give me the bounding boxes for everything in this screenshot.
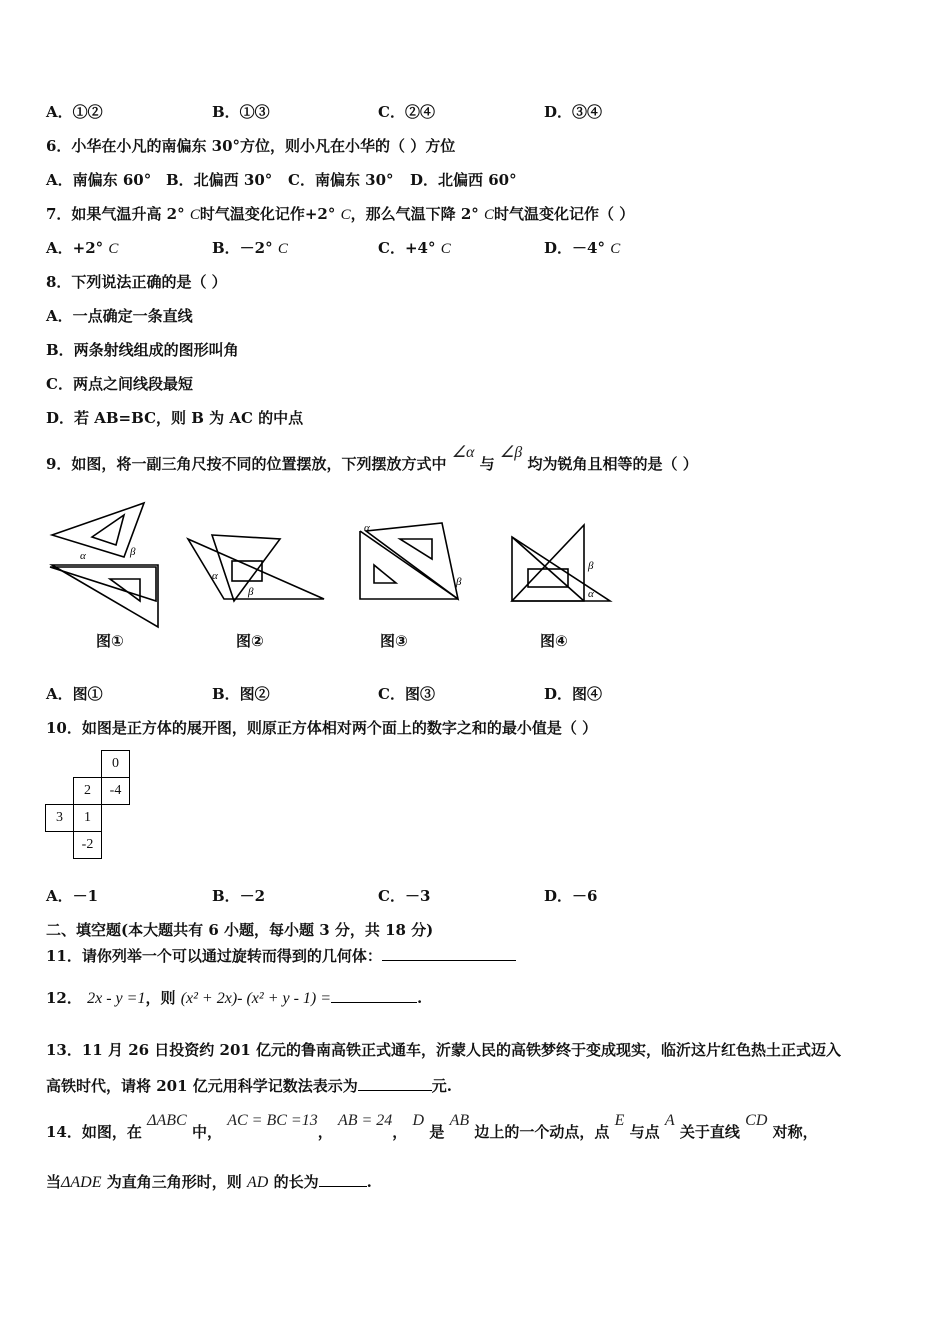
text-fragment: C <box>610 241 621 257</box>
fig2-inner-rect <box>232 561 262 581</box>
q9-option-b: B．图② <box>212 685 270 703</box>
q10-option-a: A．－1 <box>46 887 99 905</box>
q10-option-b: B．－2 <box>212 887 266 905</box>
text-fragment: AB = 24 <box>337 1112 393 1129</box>
net-cell: -4 <box>102 778 130 805</box>
q11-text: 11．请你列举一个可以通过旋转而得到的几何体： <box>46 947 382 965</box>
text-fragment: 14．如图，在 <box>46 1123 142 1141</box>
q7-stem-part: 时气温变化记作（ ） <box>494 205 635 223</box>
text-fragment: A <box>664 1112 675 1129</box>
q7-option-b <box>212 238 288 259</box>
text-fragment: ， <box>392 1123 408 1141</box>
net-cell: 3 <box>46 805 74 832</box>
q9-stem-part: 与 <box>479 455 495 473</box>
q13-end: 元. <box>431 1077 452 1095</box>
net-cell: 2 <box>74 778 102 805</box>
q7-stem-part: ，那么气温下降 2° <box>350 205 479 223</box>
text-fragment: 为直角三角形时，则 <box>106 1173 242 1191</box>
net-cell: -2 <box>74 832 102 859</box>
q6-option-b: B．北偏西 30° <box>166 171 273 189</box>
q10-option-d: D．－6 <box>544 887 598 905</box>
fig4-beta: β <box>588 560 594 572</box>
net-cell: 1 <box>74 805 102 832</box>
text-fragment: C <box>108 241 119 257</box>
text-fragment: C．+4° <box>378 239 436 257</box>
q14-blank <box>319 1172 367 1187</box>
q5-option-a: A．①② <box>46 103 103 121</box>
angle-beta: ∠β <box>499 444 523 461</box>
fig3-beta: β <box>456 576 462 588</box>
fig2-alpha: α <box>212 570 218 582</box>
text-fragment: AB <box>449 1112 470 1129</box>
fig3-inner-b <box>374 565 396 583</box>
fig2-triangle-b <box>212 535 280 601</box>
q7-option-c <box>378 238 451 259</box>
text-fragment: 关于直线 <box>679 1123 740 1141</box>
section-2-heading: 二、填空题(本大题共有 6 小题，每小题 3 分，共 18 分) <box>46 921 434 939</box>
text-fragment: ΔABC <box>147 1112 187 1129</box>
q12-num: 12． <box>46 989 82 1007</box>
q7-option-a <box>46 238 118 259</box>
q10-option-c: C．－3 <box>378 887 431 905</box>
q7-stem-part: 7．如果气温升高 2° <box>46 205 185 223</box>
text-fragment: C <box>440 241 451 257</box>
text-fragment: B．－2° <box>212 239 273 257</box>
q6-option-a: A．南偏东 60° <box>46 171 152 189</box>
text-fragment: 的长为 <box>273 1173 319 1191</box>
q8-option-c: C．两点之间线段最短 <box>46 375 193 393</box>
q9-option-d: D．图④ <box>544 685 603 703</box>
fig1-beta: β <box>130 546 136 558</box>
q11 <box>46 946 516 966</box>
q12-condition: 2x - y =1 <box>87 990 146 1007</box>
q13-line1: 13．11 月 26 日投资约 201 亿元的鲁南高铁正式通车，沂蒙人民的高铁梦终于变成现实，临沂这片红色热土正式迈入 <box>46 1041 842 1059</box>
q7-option-d <box>544 238 620 259</box>
q9-stem <box>46 444 698 475</box>
text-fragment: AC = BC =13 <box>227 1112 318 1129</box>
angle-alpha: ∠α <box>451 444 475 461</box>
q6-option-c: C．南偏东 30° <box>288 171 394 189</box>
text-fragment: ΔADE <box>61 1174 102 1191</box>
text-fragment: 当 <box>46 1173 62 1191</box>
q7-unit: C <box>189 207 200 223</box>
q14-line2 <box>46 1172 372 1193</box>
fig2-triangle-a <box>188 539 324 599</box>
fig3-caption: 图③ <box>380 632 408 650</box>
q13-text: 高铁时代，请将 201 亿元用科学记数法表示为 <box>46 1077 358 1095</box>
fig3-triangle-b <box>366 523 458 599</box>
q8-option-a: A．一点确定一条直线 <box>46 307 193 325</box>
q9-stem-part: 均为锐角且相等的是（ ） <box>527 455 698 473</box>
text-fragment: 是 <box>429 1123 445 1141</box>
q6-stem: 6．小华在小凡的南偏东 30°方位，则小凡在小华的（ ）方位 <box>46 137 456 155</box>
fig4-triangle-b <box>512 525 584 601</box>
q12-blank <box>331 988 417 1003</box>
q12-then: ，则 <box>145 989 176 1007</box>
text-fragment: 与点 <box>629 1123 660 1141</box>
fig1-triangle-bottom-inner <box>110 579 140 601</box>
fig2-caption: 图② <box>236 632 264 650</box>
q6-option-d: D．北偏西 60° <box>410 171 517 189</box>
q9-stem-part: 9．如图，将一副三角尺按不同的位置摆放，下列摆放方式中 <box>46 455 447 473</box>
fig3-inner-a <box>400 539 432 559</box>
text-fragment: D．－4° <box>544 239 605 257</box>
q7-stem <box>46 204 634 225</box>
fig4-caption: 图④ <box>540 632 568 650</box>
q5-option-d: D．③④ <box>544 103 603 121</box>
fig1-caption: 图① <box>96 632 124 650</box>
q8-option-d: D．若 AB=BC，则 B 为 AC 的中点 <box>46 409 304 427</box>
q7-stem-part: 时气温变化记作+2° <box>199 205 336 223</box>
q11-blank <box>382 946 516 961</box>
text-fragment: E <box>614 1112 625 1129</box>
text-fragment: CD <box>745 1112 768 1129</box>
q12 <box>46 988 422 1009</box>
q7-unit: C <box>340 207 351 223</box>
q5-option-c: C．②④ <box>378 103 435 121</box>
cube-net <box>45 750 130 859</box>
q9-option-c: C．图③ <box>378 685 435 703</box>
q7-unit: C <box>484 207 495 223</box>
fig4-alpha: α <box>588 588 594 600</box>
q8-option-b: B．两条射线组成的图形叫角 <box>46 341 239 359</box>
q14-line1 <box>46 1112 818 1143</box>
text-fragment: ， <box>317 1123 333 1141</box>
text-fragment: A．+2° <box>46 239 104 257</box>
q12-end: . <box>417 989 423 1007</box>
net-cell: 0 <box>102 751 130 778</box>
text-fragment: 对称， <box>772 1123 818 1141</box>
text-fragment: . <box>366 1173 372 1191</box>
q5-option-b: B．①③ <box>212 103 270 121</box>
text-fragment: C <box>277 241 288 257</box>
text-fragment: 中， <box>191 1123 222 1141</box>
q8-stem: 8．下列说法正确的是（ ） <box>46 273 227 291</box>
q13-blank <box>358 1076 432 1091</box>
q9-option-a: A．图① <box>46 685 103 703</box>
text-fragment: AD <box>247 1174 269 1191</box>
fig1-alpha: α <box>80 550 86 562</box>
q12-expression: (x² + 2x)- (x² + y - 1) = <box>180 990 332 1007</box>
text-fragment: 边上的一个动点，点 <box>474 1123 610 1141</box>
fig3-alpha: α <box>364 522 370 534</box>
text-fragment: D <box>412 1112 425 1129</box>
fig2-beta: β <box>248 586 254 598</box>
q10-stem: 10．如图是正方体的展开图，则原正方体相对两个面上的数字之和的最小值是（ ） <box>46 719 598 737</box>
q13-line2 <box>46 1076 452 1096</box>
